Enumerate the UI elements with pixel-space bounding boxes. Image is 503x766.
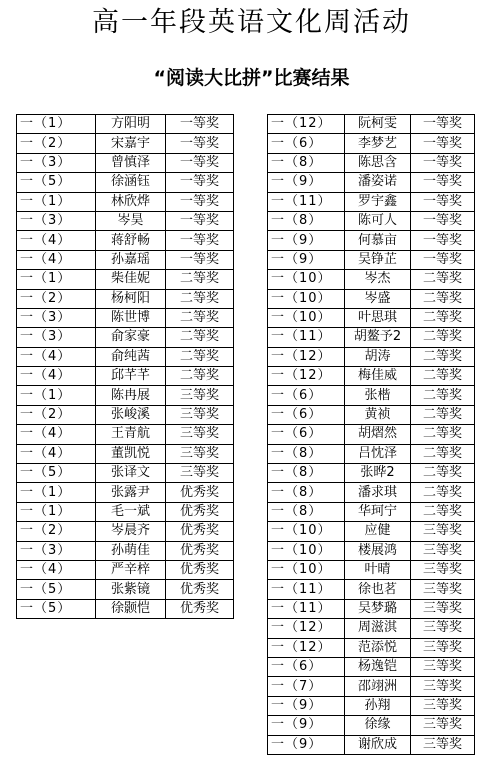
class-cell: 一（8） (268, 464, 345, 483)
award-cell: 三等奖 (411, 716, 475, 735)
class-cell: 一（2） (17, 134, 96, 153)
class-cell: 一（11） (268, 599, 345, 618)
student-name-cell: 张峻溪 (96, 405, 166, 424)
table-row (268, 308, 475, 327)
award-cell: 一等奖 (411, 211, 475, 230)
student-name-cell: 俞家豪 (96, 328, 166, 347)
class-cell: 一（2） (17, 405, 96, 424)
student-name-cell: 孙嘉瑶 (96, 250, 166, 269)
class-cell: 一（3） (17, 328, 96, 347)
student-name-cell: 严辛梓 (96, 560, 166, 579)
student-name-cell: 杨逸铠 (345, 657, 411, 676)
class-cell: 一（9） (268, 173, 345, 192)
award-cell: 一等奖 (411, 192, 475, 211)
award-cell: 三等奖 (411, 638, 475, 657)
award-cell: 三等奖 (411, 560, 475, 579)
student-name-cell: 陈可人 (345, 211, 411, 230)
class-cell: 一（9） (268, 716, 345, 735)
table-row (17, 405, 234, 424)
class-cell: 一（8） (268, 483, 345, 502)
award-cell: 二等奖 (411, 308, 475, 327)
award-cell: 二等奖 (166, 347, 234, 366)
award-cell: 三等奖 (411, 619, 475, 638)
class-cell: 一（9） (268, 696, 345, 715)
award-cell: 一等奖 (411, 173, 475, 192)
student-name-cell: 梅佳威 (345, 367, 411, 386)
award-cell: 二等奖 (411, 347, 475, 366)
table-row (17, 153, 234, 172)
class-cell: 一（10） (268, 270, 345, 289)
award-cell: 优秀奖 (166, 580, 234, 599)
results-table-right (267, 114, 475, 755)
award-cell: 二等奖 (166, 289, 234, 308)
table-row (268, 638, 475, 657)
results-table-left (16, 114, 234, 619)
award-cell: 二等奖 (411, 386, 475, 405)
table-row (268, 328, 475, 347)
class-cell: 一（11） (268, 192, 345, 211)
class-cell: 一（6） (268, 405, 345, 424)
class-cell: 一（3） (17, 308, 96, 327)
student-name-cell: 曾慎泽 (96, 153, 166, 172)
student-name-cell: 董凯悦 (96, 444, 166, 463)
award-cell: 二等奖 (411, 425, 475, 444)
student-name-cell: 叶思琪 (345, 308, 411, 327)
table-row (17, 367, 234, 386)
award-cell: 二等奖 (411, 289, 475, 308)
class-cell: 一（3） (17, 211, 96, 230)
table-row (268, 444, 475, 463)
student-name-cell: 胡熠然 (345, 425, 411, 444)
student-name-cell: 岑昊 (96, 211, 166, 230)
award-cell: 一等奖 (166, 134, 234, 153)
student-name-cell: 徐缘 (345, 716, 411, 735)
table-row (17, 328, 234, 347)
table-row (268, 289, 475, 308)
award-cell: 三等奖 (166, 444, 234, 463)
class-cell: 一（9） (268, 250, 345, 269)
student-name-cell: 柴佳妮 (96, 270, 166, 289)
student-name-cell: 岑晨齐 (96, 522, 166, 541)
student-name-cell: 陈思含 (345, 153, 411, 172)
award-cell: 一等奖 (166, 211, 234, 230)
table-row (268, 502, 475, 521)
class-cell: 一（4） (17, 444, 96, 463)
class-cell: 一（2） (17, 522, 96, 541)
table-row (268, 560, 475, 579)
class-cell: 一（6） (268, 657, 345, 676)
student-name-cell: 蒋舒畅 (96, 231, 166, 250)
table-row (268, 231, 475, 250)
table-row (268, 483, 475, 502)
table-row (268, 580, 475, 599)
award-cell: 优秀奖 (166, 522, 234, 541)
award-cell: 一等奖 (411, 153, 475, 172)
table-row (17, 250, 234, 269)
table-row (268, 211, 475, 230)
class-cell: 一（4） (17, 231, 96, 250)
award-cell: 三等奖 (166, 464, 234, 483)
award-cell: 一等奖 (411, 231, 475, 250)
student-name-cell: 宋嘉宇 (96, 134, 166, 153)
student-name-cell: 何慕亩 (345, 231, 411, 250)
table-row (268, 386, 475, 405)
table-row (17, 231, 234, 250)
class-cell: 一（1） (17, 502, 96, 521)
award-cell: 三等奖 (166, 386, 234, 405)
class-cell: 一（4） (17, 250, 96, 269)
student-name-cell: 阮柯雯 (345, 115, 411, 134)
award-cell: 优秀奖 (166, 541, 234, 560)
student-name-cell: 俞纯茜 (96, 347, 166, 366)
student-name-cell: 徐颢恺 (96, 599, 166, 618)
student-name-cell: 毛一斌 (96, 502, 166, 521)
table-row (17, 425, 234, 444)
award-cell: 二等奖 (411, 502, 475, 521)
award-cell: 二等奖 (166, 328, 234, 347)
class-cell: 一（10） (268, 289, 345, 308)
class-cell: 一（11） (268, 328, 345, 347)
class-cell: 一（5） (17, 173, 96, 192)
table-row (17, 270, 234, 289)
award-cell: 优秀奖 (166, 560, 234, 579)
award-cell: 三等奖 (411, 677, 475, 696)
student-name-cell: 叶晴 (345, 560, 411, 579)
award-cell: 三等奖 (411, 696, 475, 715)
table-row (17, 502, 234, 521)
award-cell: 二等奖 (411, 444, 475, 463)
student-name-cell: 潘求琪 (345, 483, 411, 502)
award-cell: 一等奖 (411, 250, 475, 269)
table-row (268, 541, 475, 560)
table-row (268, 735, 475, 754)
student-name-cell: 孙萌佳 (96, 541, 166, 560)
class-cell: 一（12） (268, 347, 345, 366)
class-cell: 一（6） (268, 425, 345, 444)
award-cell: 一等奖 (166, 173, 234, 192)
table-row (17, 541, 234, 560)
table-row (17, 599, 234, 618)
table-row (268, 696, 475, 715)
award-cell: 三等奖 (166, 405, 234, 424)
student-name-cell: 罗宇鑫 (345, 192, 411, 211)
student-name-cell: 岑杰 (345, 270, 411, 289)
student-name-cell: 吴梦璐 (345, 599, 411, 618)
table-row (268, 522, 475, 541)
table-row (17, 192, 234, 211)
class-cell: 一（1） (17, 483, 96, 502)
class-cell: 一（1） (17, 115, 96, 134)
class-cell: 一（4） (17, 560, 96, 579)
table-row (268, 619, 475, 638)
class-cell: 一（1） (17, 270, 96, 289)
class-cell: 一（9） (268, 735, 345, 754)
class-cell: 一（6） (268, 134, 345, 153)
award-cell: 二等奖 (411, 405, 475, 424)
student-name-cell: 邵翊洲 (345, 677, 411, 696)
document-subtitle: “阅读大比拼”比赛结果 (153, 67, 350, 89)
award-cell: 一等奖 (166, 231, 234, 250)
award-cell: 三等奖 (166, 425, 234, 444)
student-name-cell: 方阳明 (96, 115, 166, 134)
student-name-cell: 陈冉展 (96, 386, 166, 405)
award-cell: 二等奖 (166, 270, 234, 289)
student-name-cell: 王青航 (96, 425, 166, 444)
table-row (268, 192, 475, 211)
student-name-cell: 徐也茗 (345, 580, 411, 599)
table-row (17, 308, 234, 327)
student-name-cell: 张晔2 (345, 464, 411, 483)
document-title: 高一年段英语文化周活动 (92, 7, 411, 38)
student-name-cell: 胡涛 (345, 347, 411, 366)
class-cell: 一（8） (268, 444, 345, 463)
class-cell: 一（1） (17, 386, 96, 405)
student-name-cell: 谢欣成 (345, 735, 411, 754)
table-row (17, 580, 234, 599)
student-name-cell: 张露尹 (96, 483, 166, 502)
class-cell: 一（11） (268, 580, 345, 599)
award-cell: 三等奖 (411, 522, 475, 541)
award-cell: 一等奖 (411, 115, 475, 134)
class-cell: 一（9） (268, 231, 345, 250)
class-cell: 一（12） (268, 638, 345, 657)
table-row (268, 134, 475, 153)
class-cell: 一（8） (268, 153, 345, 172)
student-name-cell: 邱芊芊 (96, 367, 166, 386)
student-name-cell: 楼展鸿 (345, 541, 411, 560)
award-cell: 一等奖 (166, 153, 234, 172)
student-name-cell: 张译文 (96, 464, 166, 483)
table-row (268, 115, 475, 134)
student-name-cell: 杨柯阳 (96, 289, 166, 308)
student-name-cell: 应健 (345, 522, 411, 541)
table-row (17, 115, 234, 134)
class-cell: 一（5） (17, 599, 96, 618)
award-cell: 二等奖 (411, 328, 475, 347)
table-row (17, 444, 234, 463)
student-name-cell: 华珂宁 (345, 502, 411, 521)
student-name-cell: 李梦艺 (345, 134, 411, 153)
table-row (17, 483, 234, 502)
table-row (268, 270, 475, 289)
class-cell: 一（10） (268, 541, 345, 560)
table-row (268, 347, 475, 366)
table-row (17, 464, 234, 483)
table-row (268, 464, 475, 483)
class-cell: 一（7） (268, 677, 345, 696)
award-cell: 二等奖 (411, 483, 475, 502)
class-cell: 一（12） (268, 115, 345, 134)
table-row (268, 677, 475, 696)
award-cell: 优秀奖 (166, 483, 234, 502)
award-cell: 三等奖 (411, 599, 475, 618)
table-row (17, 386, 234, 405)
class-cell: 一（5） (17, 580, 96, 599)
class-cell: 一（12） (268, 619, 345, 638)
class-cell: 一（6） (268, 386, 345, 405)
table-row (268, 173, 475, 192)
student-name-cell: 孙翔 (345, 696, 411, 715)
table-row (17, 522, 234, 541)
award-cell: 三等奖 (411, 657, 475, 676)
class-cell: 一（3） (17, 153, 96, 172)
student-name-cell: 胡鳌予2 (345, 328, 411, 347)
student-name-cell: 潘姿诺 (345, 173, 411, 192)
award-cell: 三等奖 (411, 541, 475, 560)
award-cell: 一等奖 (166, 115, 234, 134)
award-cell: 一等奖 (166, 192, 234, 211)
table-row (268, 657, 475, 676)
award-cell: 优秀奖 (166, 599, 234, 618)
student-name-cell: 黄祯 (345, 405, 411, 424)
table-row (268, 405, 475, 424)
table-row (17, 211, 234, 230)
table-row (268, 250, 475, 269)
class-cell: 一（10） (268, 308, 345, 327)
class-cell: 一（10） (268, 522, 345, 541)
student-name-cell: 范添悦 (345, 638, 411, 657)
class-cell: 一（2） (17, 289, 96, 308)
class-cell: 一（4） (17, 425, 96, 444)
student-name-cell: 吴铮芷 (345, 250, 411, 269)
student-name-cell: 林欣烨 (96, 192, 166, 211)
table-row (268, 716, 475, 735)
award-cell: 二等奖 (411, 367, 475, 386)
table-row (17, 347, 234, 366)
award-cell: 三等奖 (411, 735, 475, 754)
table-row (17, 134, 234, 153)
award-cell: 一等奖 (166, 250, 234, 269)
student-name-cell: 周滋淇 (345, 619, 411, 638)
award-cell: 二等奖 (411, 464, 475, 483)
table-row (268, 425, 475, 444)
student-name-cell: 张紫镜 (96, 580, 166, 599)
table-row (17, 560, 234, 579)
class-cell: 一（8） (268, 211, 345, 230)
class-cell: 一（3） (17, 541, 96, 560)
student-name-cell: 陈世博 (96, 308, 166, 327)
table-row (268, 367, 475, 386)
student-name-cell: 吕忱泽 (345, 444, 411, 463)
class-cell: 一（10） (268, 560, 345, 579)
award-cell: 二等奖 (166, 308, 234, 327)
table-row (17, 289, 234, 308)
award-cell: 优秀奖 (166, 502, 234, 521)
student-name-cell: 岑盛 (345, 289, 411, 308)
student-name-cell: 徐涵钰 (96, 173, 166, 192)
class-cell: 一（5） (17, 464, 96, 483)
award-cell: 二等奖 (411, 270, 475, 289)
award-cell: 一等奖 (411, 134, 475, 153)
student-name-cell: 张楷 (345, 386, 411, 405)
table-row (268, 153, 475, 172)
class-cell: 一（8） (268, 502, 345, 521)
table-row (268, 599, 475, 618)
table-row (17, 173, 234, 192)
class-cell: 一（4） (17, 347, 96, 366)
award-cell: 二等奖 (166, 367, 234, 386)
class-cell: 一（4） (17, 367, 96, 386)
class-cell: 一（1） (17, 192, 96, 211)
class-cell: 一（12） (268, 367, 345, 386)
award-cell: 三等奖 (411, 580, 475, 599)
